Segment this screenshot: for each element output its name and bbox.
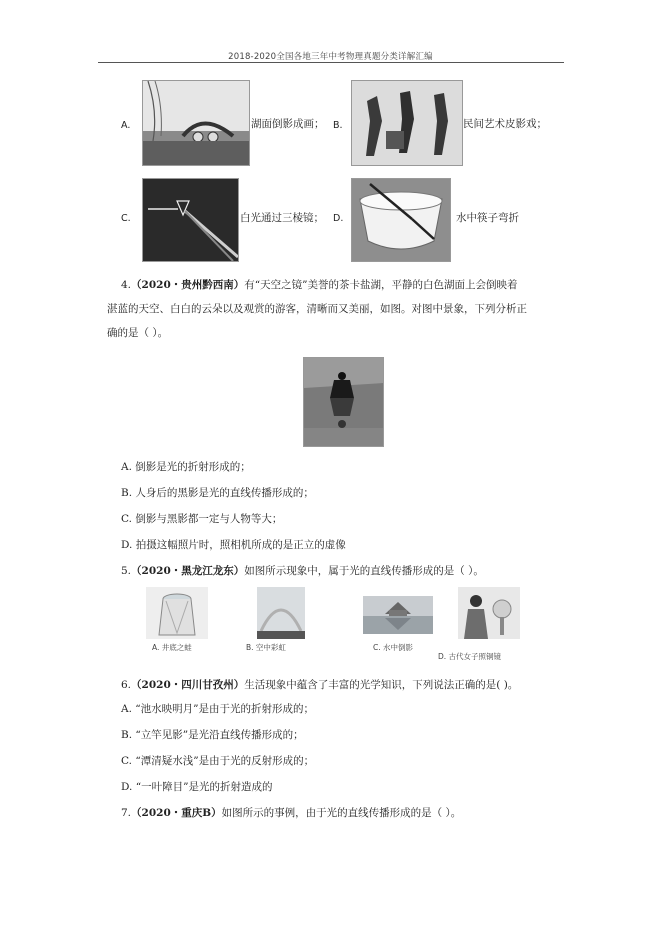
q4-option-d: D. 拍摄这幅照片时，照相机所成的是正立的虚像 — [121, 539, 346, 551]
q5-caption-d: D. 古代女子照铜镜 — [438, 652, 502, 661]
page-header: 2018-2020全国各地三年中考物理真题分类详解汇编 — [228, 52, 433, 62]
q5-source: （2020・黑龙江龙东） — [131, 565, 245, 577]
q4-line-2: 湛蓝的天空、白白的云朵以及观赏的游客，清晰而又美丽，如图。对图中景象，下列分析正 — [107, 303, 527, 315]
q4-source: （2020・贵州黔西南） — [131, 279, 245, 291]
q4-image — [303, 357, 384, 447]
q5-line — [121, 564, 484, 578]
q4-text-1: 有“天空之镜”美誉的茶卡盐湖，平静的白色湖面上会倒映着 — [244, 279, 518, 291]
q5-image-c — [363, 596, 433, 634]
q3-option-b-image — [351, 80, 463, 166]
q4-line-3: 确的是（ ）。 — [107, 327, 169, 339]
q3-option-a-letter: A. — [121, 120, 131, 131]
q5-image-a — [146, 587, 208, 639]
q7-source: （2020・重庆B） — [131, 807, 222, 819]
q3-option-b-letter: B. — [333, 120, 343, 131]
q6-option-d: D. “一叶障目”是光的折射造成的 — [121, 781, 273, 793]
q7-number: 7. — [121, 807, 132, 819]
q6-source: （2020・四川甘孜州） — [131, 679, 245, 691]
q3-option-d-letter: D. — [333, 213, 344, 224]
q6-line — [121, 678, 518, 692]
q6-number: 6. — [121, 679, 132, 691]
q3-option-a-image — [142, 80, 250, 166]
q3-option-c-caption: 白光通过三棱镜； — [240, 212, 324, 224]
q4-option-a: A. 倒影是光的折射形成的； — [121, 461, 251, 473]
q7-text: 如图所示的事例，由于光的直线传播形成的是（ ）。 — [221, 807, 462, 819]
q6-option-b: B. “立竿见影”是光沿直线传播形成的； — [121, 729, 304, 741]
q3-option-d-image — [351, 178, 451, 262]
q4-number: 4. — [121, 279, 132, 291]
q3-option-a-caption: 湖面倒影成画； — [251, 118, 325, 130]
q7-line — [121, 806, 461, 820]
q4-option-c: C. 倒影与黑影都一定与人物等大； — [121, 513, 283, 525]
q6-option-a: A. “池水映明月”是由于光的折射形成的； — [121, 703, 314, 715]
q5-image-b — [257, 587, 305, 639]
q6-text: 生活现象中蕴含了丰富的光学知识，下列说法正确的是( )。 — [244, 679, 519, 691]
q5-caption-b: B. 空中彩虹 — [246, 643, 286, 652]
q5-caption-c: C. 水中倒影 — [373, 643, 414, 652]
q5-text: 如图所示现象中，属于光的直线传播形成的是（ ）。 — [244, 565, 484, 577]
q4-line-1 — [121, 278, 518, 292]
q3-option-b-caption: 民间艺术皮影戏； — [463, 118, 547, 130]
q5-caption-a: A. 井底之蛙 — [152, 643, 192, 652]
q3-option-d-caption: 水中筷子弯折 — [456, 212, 519, 224]
q3-option-c-image — [142, 178, 239, 262]
q3-option-c-letter: C. — [121, 213, 131, 224]
q5-number: 5. — [121, 565, 132, 577]
q6-option-c: C. “潭清疑水浅”是由于光的反射形成的； — [121, 755, 315, 767]
q4-option-b: B. 人身后的黑影是光的直线传播形成的； — [121, 487, 314, 499]
q5-image-d — [458, 587, 520, 639]
header-divider — [98, 62, 564, 63]
